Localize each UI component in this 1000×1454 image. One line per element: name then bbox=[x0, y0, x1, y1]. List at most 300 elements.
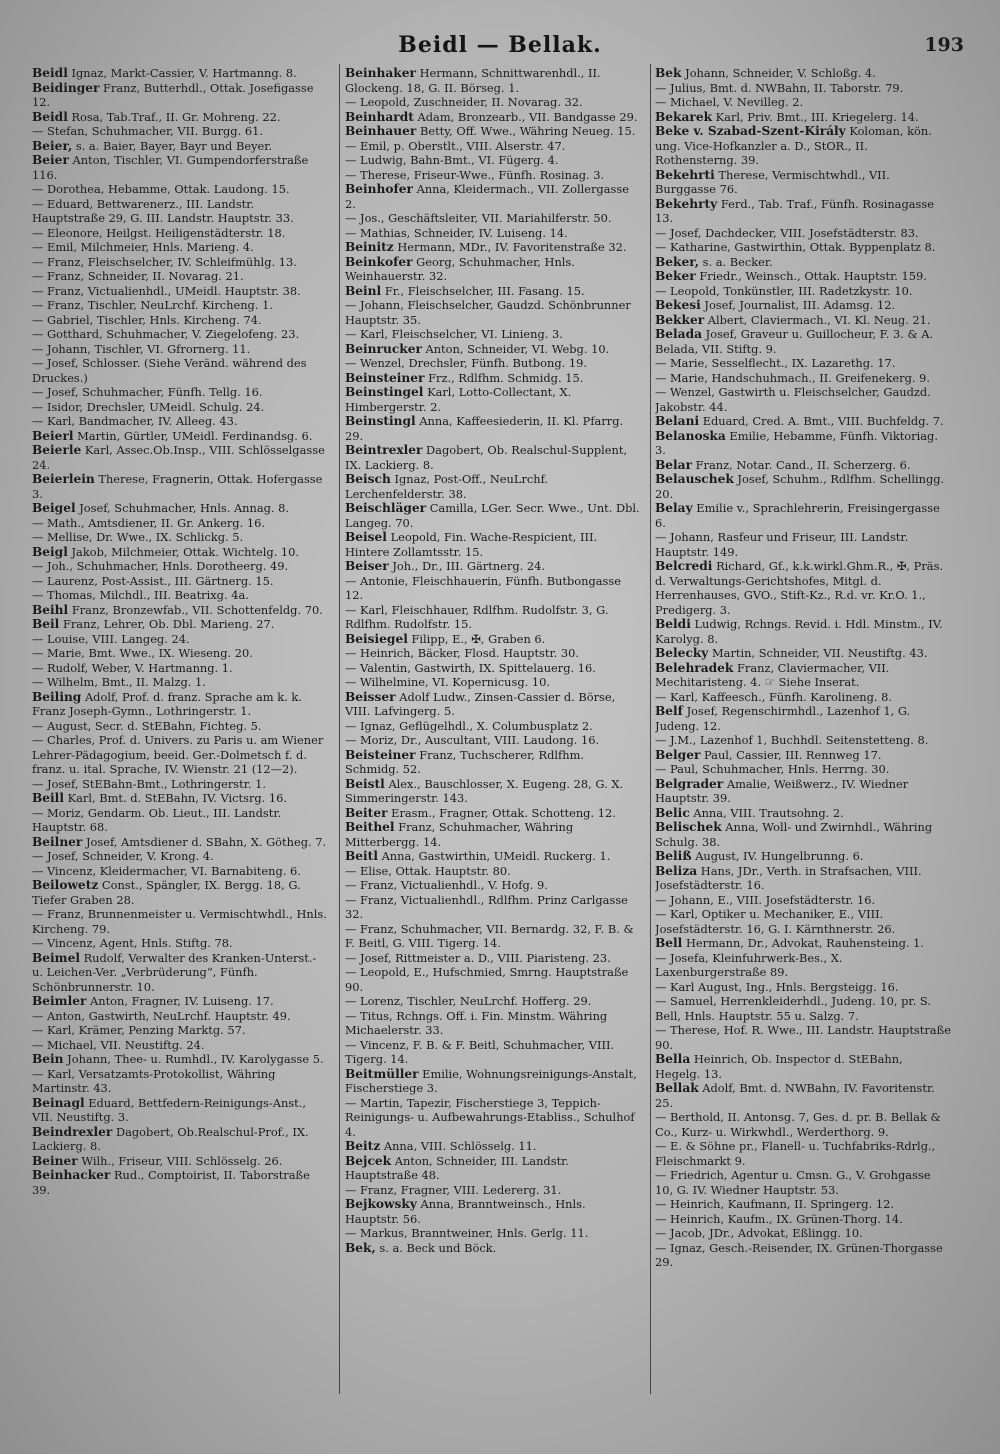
directory-entry bbox=[32, 356, 328, 385]
entry-details: Johann, Thee- u. Rumhdl., IV. Karolygasse 5. bbox=[67, 1052, 324, 1066]
entry-surname: Bejcek bbox=[345, 1153, 392, 1168]
directory-entry bbox=[32, 327, 328, 342]
directory-entry bbox=[32, 791, 328, 806]
entry-surname: Belic bbox=[655, 805, 690, 820]
directory-entry bbox=[345, 632, 641, 647]
directory-entry bbox=[32, 1052, 328, 1067]
entry-surname: Beierle bbox=[32, 443, 82, 457]
entry-details: Friedr., Weinsch., Ottak. Hauptstr. 159. bbox=[699, 269, 927, 283]
entry-surname: Bekehrty bbox=[655, 196, 718, 211]
entry-details: — Heinrich, Bäcker, Flosd. Hauptstr. 30. bbox=[345, 646, 580, 660]
directory-entry bbox=[32, 588, 328, 603]
directory-entry bbox=[32, 1038, 328, 1053]
entry-details: Heinrich, Ob. Inspector d. StEBahn, Hegelg. 13. bbox=[655, 1052, 903, 1081]
directory-entry bbox=[345, 182, 641, 211]
entry-details: Ferd., Tab. Traf., Fünfh. Rosinagasse 13. bbox=[655, 196, 934, 225]
directory-entry bbox=[32, 849, 328, 864]
entry-details: Adolf Ludw., Zinsen-Cassier d. Börse, VIII. Lafvingerg. 5. bbox=[345, 689, 616, 718]
directory-entry bbox=[345, 211, 641, 226]
entry-details: Anna, Kleidermach., VII. Zollergasse 2. bbox=[345, 182, 629, 211]
directory-entry bbox=[345, 1197, 641, 1226]
directory-entry bbox=[655, 110, 951, 125]
directory-entry bbox=[345, 443, 641, 472]
entry-details: Wilh., Friseur, VIII. Schlösselg. 26. bbox=[81, 1153, 283, 1168]
entry-details: — Franz, Schneider, II. Novarag. 21. bbox=[32, 269, 244, 283]
directory-entry bbox=[32, 226, 328, 241]
entry-details: Erasm., Fragner, Ottak. Schotteng. 12. bbox=[391, 805, 616, 820]
directory-entry bbox=[32, 110, 328, 125]
directory-entry bbox=[655, 1052, 951, 1081]
entry-details: — Charles, Prof. d. Univers. zu Paris u. am Wiener Lehrer-Pädagogium, beeid. Ger.-Dolmetsch f. d. franz. u. ital. Sprache, IV. Wienstr. 21 (12—2). bbox=[32, 733, 324, 776]
directory-entry bbox=[32, 733, 328, 777]
entry-surname: Beier, bbox=[32, 138, 73, 153]
directory-entry bbox=[32, 907, 328, 936]
directory-entry bbox=[345, 994, 641, 1009]
directory-entry bbox=[345, 139, 641, 154]
entry-surname: Belar bbox=[655, 457, 693, 472]
entry-details: — Franz, Victualienhdl., UMeidl. Hauptstr. 38. bbox=[32, 283, 301, 298]
entry-surname: Beinhauer bbox=[345, 124, 417, 138]
directory-entry bbox=[345, 574, 641, 603]
directory-entry bbox=[655, 385, 951, 414]
entry-details: Hans, JDr., Verth. in Strafsachen, VIII. Josefstädterstr. 16. bbox=[655, 863, 922, 892]
entry-surname: Beierl bbox=[32, 428, 74, 443]
directory-entry bbox=[32, 182, 328, 197]
directory-entry bbox=[32, 675, 328, 690]
page-header bbox=[0, 30, 1000, 66]
entry-surname: Beker bbox=[655, 269, 696, 283]
directory-entry bbox=[655, 414, 951, 429]
directory-entry bbox=[655, 936, 951, 951]
entry-details: — Julius, Bmt. d. NWBahn, II. Taborstr. 79. bbox=[655, 80, 904, 95]
entry-details: — Emil, Milchmeier, Hnls. Marieng. 4. bbox=[32, 240, 254, 254]
entry-details: Rudolf, Verwalter des Kranken-Unterst.- u. Leichen-Ver. „Verbrüderung“, Fünfh. Schönbrunnerstr. 10. bbox=[32, 950, 317, 994]
entry-details: — J.M., Lazenhof 1, Buchhdl. Seitenstetteng. 8. bbox=[655, 733, 929, 747]
entry-surname: Bekesi bbox=[655, 298, 701, 312]
entry-surname: Beil bbox=[32, 617, 60, 631]
directory-entry bbox=[655, 806, 951, 821]
directory-entry bbox=[32, 1009, 328, 1024]
entry-surname: Beiter bbox=[345, 805, 388, 820]
entry-details: Adam, Bronzearb., VII. Bandgasse 29. bbox=[417, 109, 638, 124]
entry-details: — Leopold, E., Hufschmied, Smrng. Hauptstraße 90. bbox=[345, 965, 629, 994]
directory-entry bbox=[655, 820, 951, 849]
entry-details: Martin, Gürtler, UMeidl. Ferdinandsg. 6. bbox=[77, 428, 313, 443]
column-3 bbox=[655, 66, 951, 1396]
entry-details: — Karl, Fleischhauer, Rdlfhm. Rudolfstr. 3, G. Rdlfhm. Rudolfstr. 15. bbox=[345, 602, 609, 631]
entry-surname: Beindrexler bbox=[32, 1124, 113, 1139]
entry-details: s. a. Beck und Böck. bbox=[379, 1240, 497, 1255]
entry-surname: Beinl bbox=[345, 283, 382, 298]
directory-entry bbox=[345, 1139, 641, 1154]
directory-entry bbox=[655, 1110, 951, 1139]
directory-entry bbox=[345, 748, 641, 777]
entry-surname: Bella bbox=[655, 1052, 691, 1066]
entry-details: — Leopold, Tonkünstler, III. Radetzkystr. 10. bbox=[655, 283, 913, 298]
directory-entry bbox=[32, 153, 328, 182]
directory-entry bbox=[345, 124, 641, 139]
entry-surname: Beigl bbox=[32, 544, 68, 559]
directory-entry bbox=[32, 632, 328, 647]
directory-entry bbox=[655, 646, 951, 661]
directory-entry bbox=[655, 327, 951, 356]
column-divider bbox=[339, 64, 340, 1394]
entry-details: — Moriz, Dr., Auscultant, VIII. Laudong. 16. bbox=[345, 733, 600, 747]
entry-details: — Lorenz, Tischler, NeuLrchf. Hofferg. 29. bbox=[345, 994, 592, 1008]
entry-surname: Belgrader bbox=[655, 776, 724, 791]
entry-surname: Belauschek bbox=[655, 472, 734, 486]
directory-entry bbox=[32, 255, 328, 270]
entry-details: — Franz, Fleischselcher, IV. Schleifmühlg. 13. bbox=[32, 254, 297, 269]
directory-entry bbox=[32, 719, 328, 734]
entry-details: — Isidor, Drechsler, UMeidl. Schulg. 24. bbox=[32, 399, 265, 414]
entry-details: — Therese, Friseur-Wwe., Fünfh. Rosinag. 3. bbox=[345, 167, 605, 182]
column-1 bbox=[32, 66, 328, 1396]
entry-details: — Martin, Tapezir, Fischerstiege 3, Teppich-Reinigungs- u. Aufbewahrungs-Etabliss., Schulhof 4. bbox=[345, 1095, 635, 1139]
directory-entry bbox=[345, 806, 641, 821]
entry-details: — Leopold, Zuschneider, II. Novarag. 32. bbox=[345, 95, 583, 109]
entry-details: Frz., Rdlfhm. Schmidg. 15. bbox=[428, 370, 584, 385]
entry-details: — Marie, Bmt. Wwe., IX. Wieseng. 20. bbox=[32, 646, 253, 660]
entry-surname: Bein bbox=[32, 1052, 64, 1066]
directory-entry bbox=[655, 1168, 951, 1197]
entry-details: — Moriz, Gendarm. Ob. Lieut., III. Landstr. Hauptstr. 68. bbox=[32, 805, 282, 834]
entry-details: Richard, Gf., k.k.wirkl.Ghm.R., ✠, Präs. d. Verwaltungs-Gerichtshofes, Mitgl. d. Herrenhauses, GVO., Stift-Kz., R.d. vr. Kr.O. 1., Predigerg. 3. bbox=[655, 559, 944, 617]
entry-details: — Wenzel, Drechsler, Fünfh. Butbong. 19. bbox=[345, 356, 587, 370]
entry-details: — Marie, Sesselflecht., IX. Lazarethg. 17. bbox=[655, 356, 896, 370]
directory-entry bbox=[32, 269, 328, 284]
entry-details: Fr., Fleischselcher, III. Fasang. 15. bbox=[384, 283, 585, 298]
directory-entry bbox=[655, 1023, 951, 1052]
entry-details: — Josef, Dachdecker, VIII. Josefstädterstr. 83. bbox=[655, 225, 919, 240]
entry-details: Rud., Comptoirist, II. Taborstraße 39. bbox=[32, 1168, 310, 1197]
directory-entry bbox=[655, 356, 951, 371]
directory-entry bbox=[655, 168, 951, 197]
directory-entry bbox=[32, 284, 328, 299]
directory-entry bbox=[345, 1067, 641, 1096]
directory-entry bbox=[345, 356, 641, 371]
page-number: 193 bbox=[924, 34, 964, 56]
entry-details: Alex., Bauschlosser, X. Eugeng. 28, G. X. Simmeringerstr. 143. bbox=[345, 776, 624, 805]
entry-details: Franz, Notar. Cand., II. Scherzerg. 6. bbox=[695, 457, 911, 472]
entry-surname: Beinagl bbox=[32, 1095, 85, 1110]
entry-details: Ludwig, Rchngs. Revid. i. Hdl. Minstm., IV. Karolyg. 8. bbox=[655, 617, 943, 646]
directory-entry bbox=[32, 661, 328, 676]
directory-entry bbox=[345, 1226, 641, 1241]
entry-details: Hermann, MDr., IV. Favoritenstraße 32. bbox=[397, 240, 627, 254]
directory-entry bbox=[32, 414, 328, 429]
entry-details: — Franz, Fragner, VIII. Ledererg. 31. bbox=[345, 1182, 562, 1197]
entry-details: Camilla, LGer. Secr. Wwe., Unt. Dbl. Langeg. 70. bbox=[345, 501, 640, 530]
entry-details: Ignaz, Post-Off., NeuLrchf. Lerchenfelderstr. 38. bbox=[345, 472, 549, 501]
directory-entry bbox=[345, 110, 641, 125]
directory-entry bbox=[655, 704, 951, 733]
entry-surname: Beithel bbox=[345, 820, 395, 834]
directory-entry bbox=[345, 168, 641, 183]
entry-surname: Bekehrti bbox=[655, 167, 715, 182]
directory-entry bbox=[32, 951, 328, 995]
entry-details: — Samuel, Herrenkleiderhdl., Judeng. 10, pr. S. Bell, Hnls. Hauptstr. 55 u. Salzg. 7. bbox=[655, 994, 931, 1023]
directory-entry bbox=[655, 1226, 951, 1241]
entry-surname: Beisiegel bbox=[345, 631, 408, 646]
entry-details: Eduard, Bettfedern-Reinigungs-Anst., VII. Neustiftg. 3. bbox=[32, 1095, 306, 1124]
directory-entry bbox=[345, 1038, 641, 1067]
entry-surname: Beill bbox=[32, 791, 64, 805]
entry-surname: Beinstingel bbox=[345, 385, 424, 399]
entry-details: — Wilhelm, Bmt., II. Malzg. 1. bbox=[32, 675, 206, 689]
entry-surname: Beitmüller bbox=[345, 1066, 419, 1081]
directory-entry bbox=[655, 864, 951, 893]
entry-details: — Josef, Schneider, V. Krong. 4. bbox=[32, 849, 214, 863]
entry-surname: Beke v. Szabad-Szent-Király bbox=[655, 124, 846, 138]
directory-entry bbox=[32, 994, 328, 1009]
entry-details: Anna, Gastwirthin, UMeidl. Ruckerg. 1. bbox=[381, 849, 611, 863]
directory-entry bbox=[32, 806, 328, 835]
directory-entry bbox=[655, 66, 951, 81]
entry-details: — Wenzel, Gastwirth u. Fleischselcher, Gaudzd. Jakobstr. 44. bbox=[655, 385, 931, 414]
directory-entry bbox=[345, 849, 641, 864]
entry-surname: Beinhaker bbox=[345, 66, 416, 80]
entry-details: — Markus, Branntweiner, Hnls. Gerlg. 11. bbox=[345, 1226, 589, 1240]
entry-surname: Beinsteiner bbox=[345, 370, 425, 385]
entry-surname: Beiser bbox=[345, 559, 389, 573]
entry-surname: Beker, bbox=[655, 254, 700, 269]
directory-entry bbox=[32, 646, 328, 661]
entry-surname: Beier bbox=[32, 153, 69, 167]
entry-details: — Karl, Versatzamts-Protokollist, Währing Martinstr. 43. bbox=[32, 1066, 276, 1095]
directory-entry bbox=[32, 545, 328, 560]
directory-entry bbox=[32, 777, 328, 792]
entry-details: Dagobert, Ob.Realschul-Prof., IX. Lackierg. 8. bbox=[32, 1124, 309, 1153]
directory-entry bbox=[655, 124, 951, 168]
directory-entry bbox=[32, 516, 328, 531]
entry-surname: Beinhardt bbox=[345, 109, 414, 124]
directory-entry bbox=[32, 617, 328, 632]
directory-entry bbox=[345, 646, 641, 661]
entry-surname: Beigel bbox=[32, 501, 76, 515]
entry-details: s. a. Baier, Bayer, Bayr und Beyer. bbox=[75, 138, 273, 153]
directory-entry bbox=[345, 1183, 641, 1198]
entry-details: Eduard, Cred. A. Bmt., VIII. Buchfeldg. 7. bbox=[702, 414, 944, 428]
entry-details: s. a. Becker. bbox=[702, 254, 773, 269]
entry-details: Therese, Vermischtwhdl., VII. Burggasse 76. bbox=[655, 167, 890, 196]
entry-details: Franz, Bronzewfab., VII. Schottenfeldg. 70. bbox=[71, 602, 323, 617]
entry-details: Anton, Schneider, VI. Webg. 10. bbox=[425, 341, 610, 356]
entry-surname: Belischek bbox=[655, 820, 722, 834]
entry-details: — Friedrich, Agentur u. Cmsn. G., V. Grohgasse 10, G. IV. Wiedner Hauptstr. 53. bbox=[655, 1168, 931, 1197]
entry-details: — Gotthard, Schuhmacher, V. Ziegelofeng. 23. bbox=[32, 327, 300, 341]
entry-details: — Jos., Geschäftsleiter, VII. Mariahilferstr. 50. bbox=[345, 211, 612, 225]
entry-details: — Vincenz, Kleidermacher, VI. Barnabiteng. 6. bbox=[32, 863, 301, 878]
directory-entry bbox=[32, 472, 328, 501]
entry-details: — Antonie, Fleischhauerin, Fünfh. Butbongasse 12. bbox=[345, 573, 621, 602]
entry-details: Anton, Fragner, IV. Luiseng. 17. bbox=[90, 994, 274, 1008]
entry-details: — Karl, Optiker u. Mechaniker, E., VIII. Josefstädterstr. 16, G. I. Kärnthnerstr. 26. bbox=[655, 907, 896, 936]
directory-entry bbox=[345, 661, 641, 676]
entry-details: — August, Secr. d. StEBahn, Fichteg. 5. bbox=[32, 718, 262, 733]
entry-surname: Beinstingl bbox=[345, 414, 416, 428]
entry-surname: Beierlein bbox=[32, 472, 95, 486]
entry-surname: Beinkofer bbox=[345, 254, 413, 269]
entry-details: Franz, Butterhdl., Ottak. Josefigasse 12. bbox=[32, 80, 314, 109]
entry-surname: Beisch bbox=[345, 472, 391, 486]
entry-details: Franz, Schuhmacher, Währing Mitterbergg. 14. bbox=[345, 820, 574, 849]
entry-details: — Valentin, Gastwirth, IX. Spittelauerg. 16. bbox=[345, 660, 596, 675]
directory-entry bbox=[345, 951, 641, 966]
entry-details: Josef, Graveur u. Guillocheur, F. 3. & A. Belada, VII. Stiftg. 9. bbox=[655, 327, 934, 356]
entry-details: — Wilhelmine, VI. Kopernicusg. 10. bbox=[345, 675, 550, 689]
directory-entry bbox=[655, 733, 951, 748]
entry-surname: Beihl bbox=[32, 602, 69, 617]
entry-details: — Ludwig, Bahn-Bmt., VI. Fügerg. 4. bbox=[345, 153, 559, 167]
entry-surname: Bellak bbox=[655, 1081, 699, 1095]
entry-details: — Johann, Rasfeur und Friseur, III. Landstr. Hauptstr. 149. bbox=[655, 530, 909, 559]
directory-entry bbox=[345, 371, 641, 386]
entry-details: — Joh., Schuhmacher, Hnls. Dorotheerg. 49. bbox=[32, 559, 289, 573]
entry-details: — Eduard, Bettwarenerz., III. Landstr. Hauptstraße 29, G. III. Landstr. Hauptstr. 33. bbox=[32, 196, 294, 225]
directory-entry bbox=[32, 139, 328, 154]
directory-entry bbox=[32, 835, 328, 850]
entry-surname: Beisel bbox=[345, 530, 387, 544]
entry-details: — Heinrich, Kaufmann, II. Springerg. 12. bbox=[655, 1197, 894, 1211]
entry-surname: Belger bbox=[655, 747, 701, 762]
directory-entry bbox=[345, 1009, 641, 1038]
directory-entry bbox=[345, 719, 641, 734]
directory-entry bbox=[345, 66, 641, 95]
directory-entry bbox=[345, 342, 641, 357]
entry-details: — Ignaz, Gesch.-Reisender, IX. Grünen-Thorgasse 29. bbox=[655, 1240, 943, 1269]
entry-surname: Beimel bbox=[32, 950, 80, 965]
directory-entry bbox=[655, 95, 951, 110]
entry-surname: Beisser bbox=[345, 689, 396, 704]
entry-surname: Belf bbox=[655, 704, 683, 718]
entry-details: Josef, Journalist, III. Adamsg. 12. bbox=[704, 298, 896, 312]
directory-entry bbox=[345, 675, 641, 690]
directory-entry bbox=[32, 501, 328, 516]
directory-entry bbox=[655, 559, 951, 617]
entry-details: — Josefa, Kleinfuhrwerk-Bes., X. Laxenburgerstraße 89. bbox=[655, 950, 843, 979]
entry-surname: Belecky bbox=[655, 646, 709, 660]
directory-entry bbox=[345, 414, 641, 443]
entry-details: — Josef, Rittmeister a. D., VIII. Piaristeng. 23. bbox=[345, 950, 611, 965]
directory-entry bbox=[32, 240, 328, 255]
directory-entry bbox=[32, 690, 328, 719]
entry-details: Martin, Schneider, VII. Neustiftg. 43. bbox=[712, 646, 928, 660]
column-2 bbox=[345, 66, 641, 1396]
entry-details: Albert, Claviermach., VI. Kl. Neug. 21. bbox=[707, 312, 931, 327]
directory-entry bbox=[655, 269, 951, 284]
directory-entry bbox=[655, 472, 951, 501]
entry-surname: Beliß bbox=[655, 849, 692, 863]
directory-entry bbox=[32, 1154, 328, 1169]
entry-surname: Bek, bbox=[345, 1240, 376, 1255]
directory-entry bbox=[345, 922, 641, 951]
entry-details: Anton, Schneider, III. Landstr. Hauptstraße 48. bbox=[345, 1153, 569, 1182]
entry-surname: Beliza bbox=[655, 863, 698, 878]
entry-details: — Stefan, Schuhmacher, VII. Burgg. 61. bbox=[32, 124, 263, 138]
entry-details: — Elise, Ottak. Hauptstr. 80. bbox=[345, 863, 511, 878]
entry-details: — Franz, Victualienhdl., V. Hofg. 9. bbox=[345, 878, 548, 892]
directory-entry bbox=[655, 240, 951, 255]
entry-details: Hermann, Dr., Advokat, Rauhensteing. 1. bbox=[685, 936, 925, 950]
directory-entry bbox=[655, 1212, 951, 1227]
column-divider bbox=[650, 64, 651, 1394]
entry-details: Emilie, Hebamme, Fünfh. Viktoriag. 3. bbox=[655, 428, 938, 457]
directory-entry bbox=[32, 385, 328, 400]
entry-details: — Gabriel, Tischler, Hnls. Kircheng. 74. bbox=[32, 312, 262, 327]
entry-details: — Franz, Brunnenmeister u. Vermischtwhdl., Hnls. Kircheng. 79. bbox=[32, 907, 327, 936]
entry-details: Amalie, Weißwerz., IV. Wiedner Hauptstr. 39. bbox=[655, 776, 909, 805]
directory-entry bbox=[345, 501, 641, 530]
directory-entry bbox=[655, 255, 951, 270]
directory-entry bbox=[345, 965, 641, 994]
entry-details: — Heinrich, Kaufm., IX. Grünen-Thorg. 14. bbox=[655, 1211, 903, 1226]
entry-details: — Vincenz, F. B. & F. Beitl, Schuhmacher, VIII. Tigerg. 14. bbox=[345, 1037, 615, 1066]
entry-details: — Franz, Victualienhdl., Rdlfhm. Prinz Carlgasse 32. bbox=[345, 892, 628, 921]
entry-details: — Johann, Tischler, VI. Gfrornerg. 11. bbox=[32, 341, 251, 356]
entry-details: Anna, Kaffeesiederin, II. Kl. Pfarrg. 29. bbox=[345, 414, 624, 443]
entry-details: Karl, Priv. Bmt., III. Kriegelerg. 14. bbox=[715, 109, 919, 124]
directory-entry bbox=[345, 1096, 641, 1140]
entry-surname: Beilowetz bbox=[32, 878, 99, 892]
directory-entry bbox=[655, 501, 951, 530]
entry-details: — Josef, Schuhmacher, Fünfh. Tellg. 16. bbox=[32, 385, 263, 399]
entry-details: Karl, Assec.Ob.Insp., VIII. Schlösselgasse 24. bbox=[32, 443, 325, 472]
entry-details: Koloman, kön. ung. Vice-Hofkanzler a. D., StOR., II. Rothensterng. 39. bbox=[655, 124, 932, 167]
entry-details: — Ignaz, Geflügelhdl., X. Columbusplatz 2. bbox=[345, 718, 593, 733]
entry-details: — Dorothea, Hebamme, Ottak. Laudong. 15. bbox=[32, 182, 290, 196]
directory-entry bbox=[32, 603, 328, 618]
entry-details: — Franz, Schuhmacher, VII. Bernardg. 32, F. B. & F. Beitl, G. VIII. Tigerg. 14. bbox=[345, 921, 634, 950]
entry-surname: Beinitz bbox=[345, 240, 394, 254]
directory-entry bbox=[345, 777, 641, 806]
entry-details: — Jacob, JDr., Advokat, Eßlingg. 10. bbox=[655, 1226, 863, 1240]
entry-surname: Beinhacker bbox=[32, 1168, 111, 1182]
entry-details: Anna, VIII. Trautsohng. 2. bbox=[693, 805, 844, 820]
directory-entry bbox=[345, 603, 641, 632]
directory-entry bbox=[32, 936, 328, 951]
entry-surname: Beinhofer bbox=[345, 182, 413, 196]
entry-details: Georg, Schuhmacher, Hnls. Weinhauerstr. 32. bbox=[345, 254, 575, 283]
entry-details: — Louise, VIII. Langeg. 24. bbox=[32, 631, 190, 646]
directory-entry bbox=[32, 197, 328, 226]
entry-details: Jakob, Milchmeier, Ottak. Wichtelg. 10. bbox=[71, 544, 300, 559]
entry-details: — Franz, Tischler, NeuLrchf. Kircheng. 1. bbox=[32, 298, 273, 312]
entry-surname: Beilner bbox=[32, 834, 83, 849]
directory-entry bbox=[32, 1023, 328, 1038]
directory-entry bbox=[345, 298, 641, 327]
directory-entry bbox=[655, 690, 951, 705]
entry-details: — Anton, Gastwirth, NeuLrchf. Hauptstr. 49. bbox=[32, 1008, 291, 1023]
entry-details: Josef, Schuhm., Rdlfhm. Schellingg. 20. bbox=[655, 472, 945, 501]
entry-details: — Johann, E., VIII. Josefstädterstr. 16. bbox=[655, 892, 876, 907]
entry-details: — Karl, Kaffeesch., Fünfh. Karolineng. 8. bbox=[655, 689, 893, 704]
directory-entry bbox=[655, 1241, 951, 1270]
entry-details: August, IV. Hungelbrunng. 6. bbox=[695, 849, 864, 863]
entry-details: — Marie, Handschuhmach., II. Greifenekerg. 9. bbox=[655, 370, 930, 385]
directory-entry bbox=[345, 1154, 641, 1183]
directory-entry bbox=[32, 429, 328, 444]
directory-entry bbox=[655, 907, 951, 936]
entry-details: Anna, Branntweinsch., Hnls. Hauptstr. 56. bbox=[345, 1197, 586, 1226]
entry-surname: Beischläger bbox=[345, 501, 427, 515]
directory-entry bbox=[655, 1197, 951, 1212]
entry-surname: Beistl bbox=[345, 776, 385, 791]
entry-details: Adolf, Prof. d. franz. Sprache am k. k. Franz Joseph-Gymn., Lothringerstr. 1. bbox=[32, 689, 302, 718]
directory-entry bbox=[32, 313, 328, 328]
entry-surname: Belay bbox=[655, 501, 693, 515]
entry-details: — Michael, VII. Neustiftg. 24. bbox=[32, 1037, 205, 1052]
